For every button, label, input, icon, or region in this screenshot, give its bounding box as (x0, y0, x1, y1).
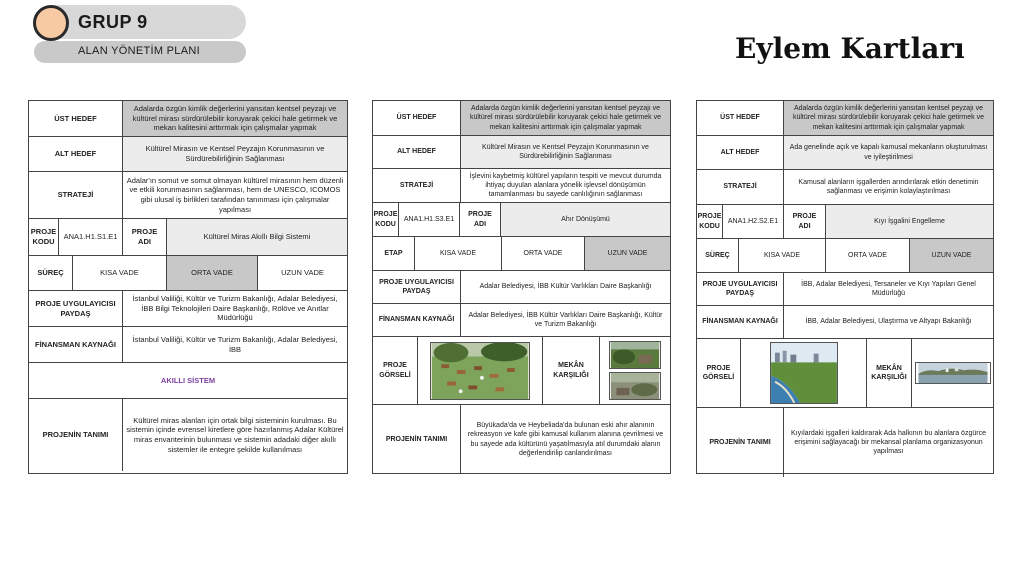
orta-vade: ORTA VADE (502, 237, 585, 270)
group-circle-icon (33, 5, 69, 41)
action-card-2 (372, 100, 671, 474)
alt-hedef-value: Kültürel Mirasın ve Kentsel Peyzajın Korunmasının ve Sürdürebilirliğinin Sağlanması (461, 136, 670, 168)
strateji-value: Kamusal alanların işgallerden arındırılarak etkin denetimin sağlanması ve erişimin kolaylaştırılması (798, 178, 979, 195)
paydas-value: Adalar Belediyesi, İBB Kültür Varlıkları Daire Başkanlığı (479, 283, 652, 291)
proje-adi-value: Kültürel Miras Akıllı Bilgi Sistemi (167, 219, 347, 255)
finansman-label: FİNANSMAN KAYNAĞI (29, 327, 123, 362)
alt-hedef-label: ALT HEDEF (697, 136, 784, 169)
ust-hedef-label: ÜST HEDEF (29, 101, 123, 136)
paydas-value: İstanbul Valiliği, Kültür ve Turizm Bakanlığı, Adalar Belediyesi, İBB Bilgi Teknolojileri Daire Başkanlığı, Rölöve ve Anıtlar Müdürlüğü (132, 293, 338, 323)
barn-photo-image (430, 342, 530, 400)
uzun-vade: UZUN VADE (585, 237, 670, 270)
tanim-value: Kültürel miras alanları için ortak bilgi sisteminin kurulması. Bu sistemin içinde evrensel kiretlere göre hazırlanmış Adalar Kültürel miras envanterinin bulunması ve sistemin adadaki diğer akıllı sistemler ile entegre şekilde kullanılması (126, 415, 344, 454)
mekan-coast-photo-image (915, 362, 991, 384)
ust-hedef-label: ÜST HEDEF (697, 101, 784, 135)
mekan-cell (600, 337, 670, 404)
kisa-vade: KISA VADE (415, 237, 502, 270)
alt-hedef-label: ALT HEDEF (29, 137, 123, 171)
strateji-label: STRATEJİ (373, 169, 461, 202)
mekan-photo-2-image (609, 372, 661, 400)
kisa-vade: KISA VADE (73, 256, 167, 290)
finansman-label: FİNANSMAN KAYNAĞI (697, 306, 784, 338)
paydas-label: PROJE UYGULAYICISI PAYDAŞ (29, 291, 123, 326)
ust-hedef-value: Adalarda özgün kimlik değerlerini yansıtan kentsel peyzajı ve kültürel mirası sürdürülebilir koruyarak çekici hale getirmek ve mekan kalitesini arttırmak için çalışmalar yapmak (461, 101, 670, 135)
strateji-label: STRATEJİ (697, 170, 784, 204)
action-card-3 (696, 100, 994, 474)
alt-hedef-value: Kültürel Mirasın ve Kentsel Peyzajın Korunmasının ve Sürdürebilirliğinin Sağlanması (123, 137, 347, 171)
gorsel-label: PROJE GÖRSELİ (373, 337, 418, 404)
ust-hedef-value: Adalarda özgün kimlik değerlerini yansıtan kentsel peyzajı ve kültürel mirası sürdürülebilir koruyarak çekici hale getirmek ve mekan kalitesini arttırmak için çalışmalar yapmak (123, 101, 347, 136)
finansman-value: İstanbul Valiliği, Kültür ve Turizm Bakanlığı, Adalar Belediyesi, İBB (132, 334, 338, 354)
proje-kodu-label: PROJE KODU (373, 203, 399, 236)
tanim-label: PROJENİN TANIMI (29, 399, 123, 471)
finansman-label: FİNANSMAN KAYNAĞI (373, 304, 461, 336)
coast-photo-image (770, 342, 838, 404)
proje-kodu-label: PROJE KODU (697, 205, 723, 238)
gorsel-label: PROJE GÖRSELİ (697, 339, 741, 407)
proje-gorsel-cell (741, 339, 867, 407)
paydas-label: PROJE UYGULAYICISI PAYDAŞ (697, 273, 784, 305)
mekan-photo-1-image (609, 341, 661, 369)
proje-adi-value: Kıyı İşgalini Engelleme (826, 205, 993, 238)
finansman-value: Adalar Belediyesi, İBB Kültür Varlıkları Daire Başkanlığı, Kültür ve Turizm Bakanlığı (468, 311, 663, 328)
proje-kodu-label: PROJE KODU (29, 219, 59, 255)
kisa-vade: KISA VADE (739, 239, 826, 272)
alt-hedef-label: ALT HEDEF (373, 136, 461, 168)
surec-label: SÜREÇ (29, 256, 73, 290)
alt-hedef-value: Ada genelinde açık ve kapalı kamusal mekanların oluşturulması ve iyileştirilmesi (784, 136, 993, 169)
group-title: GRUP 9 (78, 12, 148, 32)
proje-gorsel-cell (418, 337, 543, 404)
proje-adi-value: Ahır Dönüşümü (501, 203, 670, 236)
ust-hedef-value: Adalarda özgün kimlik değerlerini yansıtan kentsel peyzajı ve kültürel mirası sürdürülebilir koruyarak çekici hale getirmek ve mekan kalitesini arttırmak için çalışmalar yapmak (784, 101, 993, 135)
proje-kodu-value: ANA1.H1.S3.E1 (399, 203, 460, 236)
proje-gorsel-text: AKILLI SİSTEM (160, 375, 216, 385)
mekan-label: MEKÂN KARŞILIĞI (543, 337, 600, 404)
strateji-label: STRATEJİ (29, 172, 123, 218)
paydas-label: PROJE UYGULAYICISI PAYDAŞ (373, 271, 461, 303)
paydas-value: İBB, Adalar Belediyesi, Tersaneler ve Kıyı Yapıları Genel Müdürlüğü (801, 280, 976, 297)
proje-adi-label: PROJE ADI (123, 219, 167, 255)
page-title: Eylem Kartları (735, 32, 965, 65)
proje-kodu-value: ANA1.H2.S2.E1 (723, 205, 784, 238)
proje-adi-label: PROJE ADI (460, 203, 501, 236)
mekan-label: MEKÂN KARŞILIĞI (867, 339, 912, 407)
strateji-value: İşlevini kaybetmiş kültürel yapıların tespiti ve mevcut durumda ihtiyaç duyulan alanlara yönelik işlevsel dönüşümün tamamlanması bu sayede canlılığının sağlanması (469, 172, 662, 199)
ust-hedef-label: ÜST HEDEF (373, 101, 461, 135)
finansman-value: İBB, Adalar Belediyesi, Ulaştırma ve Altyapı Bakanlığı (805, 318, 972, 326)
proje-adi-label: PROJE ADI (784, 205, 826, 238)
uzun-vade: UZUN VADE (910, 239, 993, 272)
mekan-cell (912, 339, 993, 407)
uzun-vade: UZUN VADE (281, 268, 324, 278)
surec-label: SÜREÇ (697, 239, 739, 272)
orta-vade: ORTA VADE (826, 239, 910, 272)
strateji-value: Adalar'ın somut ve somut olmayan kültürel mirasının hem düzenli ve etkili korunmasının sağlanması, hem de UNESCO, ICOMOS gibi ulusal iş birlikleri tarafından tanınması için çalışmalar yapılması (126, 175, 344, 214)
orta-vade: ORTA VADE (167, 256, 258, 290)
tanim-label: PROJENİN TANIMI (697, 408, 784, 477)
tanim-value: Büyükada'da ve Heybeliada'da bulunan eski ahır alanının rekreasyon ve kafe gibi kamusal kullanım alanına çevrilmesi ve bu sayede ada kültürünü yaşatılmasıyla atıl durumdaki alanın değerlendirilip canlandırılması (467, 422, 664, 457)
group-subtitle: ALAN YÖNETİM PLANI (78, 45, 200, 57)
action-card-1 (28, 100, 348, 474)
proje-kodu-value: ANA1.H1.S1.E1 (59, 219, 123, 255)
tanim-value: Kıyılardaki işgalleri kaldırarak Ada halkının bu alanlara özgürce erişimini sağlayacağı bir mekansal planlama organizasyonun yapılması (791, 429, 986, 456)
tanim-label: PROJENİN TANIMI (373, 405, 461, 474)
etap-label: ETAP (373, 237, 415, 270)
